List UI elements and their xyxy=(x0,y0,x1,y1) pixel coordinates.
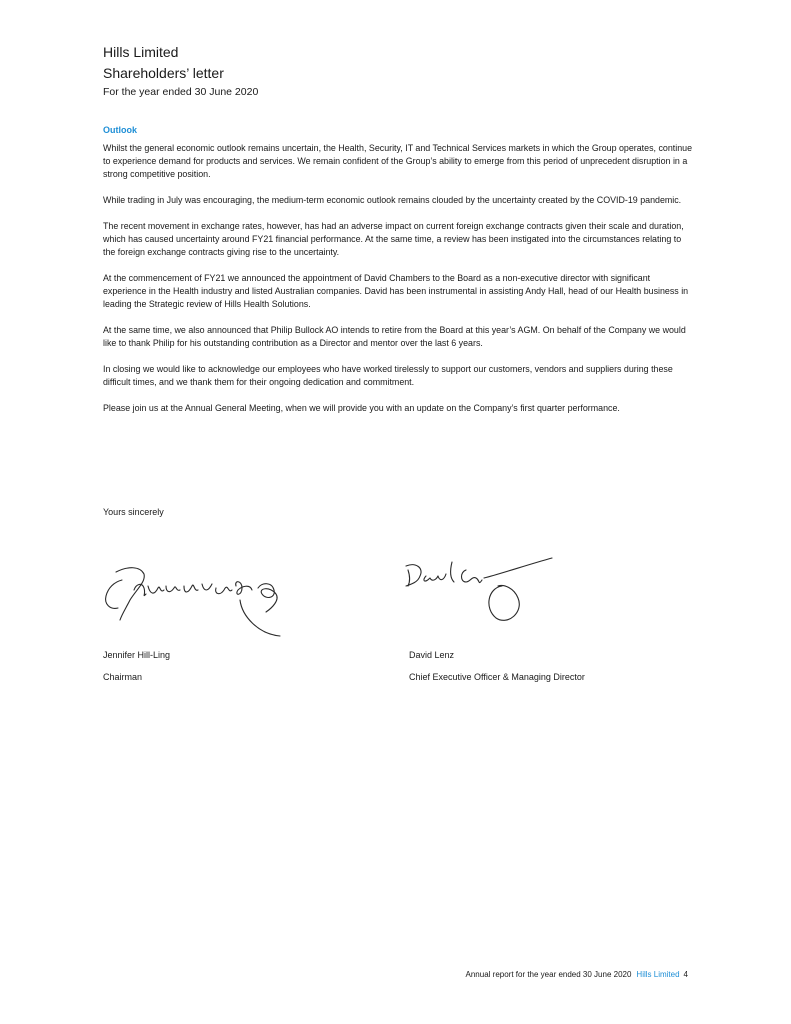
company-name: Hills Limited xyxy=(103,44,179,60)
paragraph: Whilst the general economic outlook remains uncertain, the Health, Security, IT and Technical Services markets in which the Group operates, continue to experience demand for products and services. We remain confident of the Group’s ability to emerge from this period of unprecedent disruption in a strong competitive position. xyxy=(103,143,693,179)
document-title: Shareholders’ letter xyxy=(103,65,224,81)
paragraph: The recent movement in exchange rates, however, has had an adverse impact on current foreign exchange contracts given their scale and duration, which has caused uncertainty around FY21 financial performance. At the same time, a review has been instigated into the circumstances relating to the foreign exchange contracts giving rise to the uncertainty. xyxy=(103,221,684,257)
signatory-role: Chief Executive Officer & Managing Director xyxy=(409,672,585,682)
section-heading-outlook: Outlook xyxy=(103,125,137,135)
signatory-name: David Lenz xyxy=(409,650,455,660)
signatory-role: Chairman xyxy=(103,672,143,682)
signatory-chairman xyxy=(103,649,170,683)
page-footer xyxy=(466,969,688,980)
paragraph: Please join us at the Annual General Meeting, when we will provide you with an update on the Company’s first quarter performance. xyxy=(103,403,620,413)
page-header xyxy=(103,43,258,99)
reporting-period: For the year ended 30 June 2020 xyxy=(103,86,259,98)
signatory-name: Jennifer Hill-Ling xyxy=(103,650,171,660)
letter-body xyxy=(103,124,693,428)
paragraph: While trading in July was encouraging, the medium-term economic outlook remains clouded by the uncertainty created by the COVID-19 pandemic. xyxy=(103,195,682,205)
paragraph: At the same time, we also announced that Philip Bullock AO intends to retire from the Board at this year’s AGM. On behalf of the Company we would like to thank Philip for his outstanding contribution as a Director and mentor over the last 6 years. xyxy=(103,325,686,348)
footer-text: Annual report for the year ended 30 June 2020 xyxy=(465,970,632,979)
page-number: 4 xyxy=(683,970,688,979)
signatory-ceo xyxy=(409,649,585,683)
closing-salutation: Yours sincerely xyxy=(103,507,164,517)
ceo-signature xyxy=(400,556,570,636)
paragraph: At the commencement of FY21 we announced the appointment of David Chambers to the Board as a non-executive director with significant experience in the Health industry and listed Australian companies. David has been instrumental in assisting Andy Hall, head of our Health business in leading the Strategic review of Hills Health Solutions. xyxy=(103,273,689,309)
footer-brand: Hills Limited xyxy=(636,970,680,979)
chairman-signature xyxy=(100,560,300,645)
paragraph: In closing we would like to acknowledge our employees who have worked tirelessly to support our customers, vendors and suppliers during these difficult times, and we thank them for their ongoing dedication and commitment. xyxy=(103,364,673,387)
